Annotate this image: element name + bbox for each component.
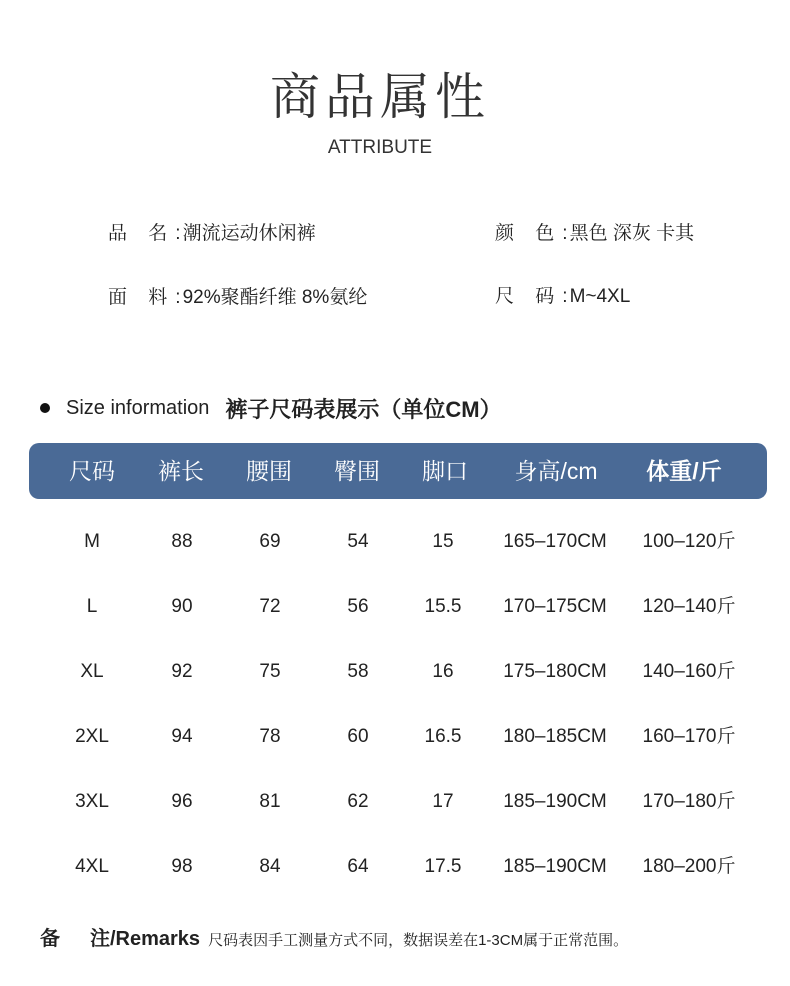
table-cell: 160–170斤 (642, 726, 736, 747)
header-cell-waist: 腰围 (246, 458, 292, 484)
table-cell: 15.5 (424, 596, 462, 617)
table-cell: 17 (432, 791, 454, 812)
table-cell: 16.5 (424, 726, 462, 747)
header-cell-length: 裤长 (158, 458, 204, 484)
remarks-label-b: 注/Remarks (90, 928, 201, 950)
attribute-value: 92%聚酯纤维 8%氨纶 (182, 287, 368, 308)
attribute-separator: : (175, 223, 181, 244)
table-cell: 54 (347, 531, 369, 552)
size-table-header (29, 443, 767, 499)
table-cell: 81 (259, 791, 281, 812)
size-section-heading (40, 392, 502, 424)
bullet-icon (40, 403, 50, 413)
table-cell: 4XL (75, 856, 109, 877)
table-cell: 17.5 (424, 856, 462, 877)
table-cell: 72 (259, 596, 281, 617)
table-cell: M (84, 531, 100, 552)
table-cell: 140–160斤 (642, 661, 736, 682)
table-cell: 175–180CM (503, 661, 607, 682)
table-cell: 15 (432, 531, 454, 552)
table-cell: 75 (259, 661, 281, 682)
attribute-separator: : (562, 223, 568, 244)
table-row (0, 722, 790, 752)
table-cell: XL (80, 661, 104, 682)
header-cell-hem: 脚口 (422, 458, 468, 484)
table-cell: 78 (259, 726, 281, 747)
attribute-material (108, 286, 367, 310)
attribute-key: 尺 码 (495, 286, 563, 307)
table-cell: 84 (259, 856, 281, 877)
remarks (40, 922, 628, 951)
page-title: 商品属性 (270, 69, 490, 125)
attribute-key: 品 名 (108, 223, 176, 244)
table-row (0, 852, 790, 882)
table-cell: 185–190CM (503, 856, 607, 877)
attribute-key: 面 料 (108, 287, 176, 308)
attribute-separator: : (562, 286, 568, 307)
table-row (0, 592, 790, 622)
table-row (0, 657, 790, 687)
attribute-separator: : (175, 287, 181, 308)
table-cell: 185–190CM (503, 791, 607, 812)
attribute-key: 颜 色 (495, 223, 563, 244)
table-cell: 88 (171, 531, 193, 552)
table-cell: 62 (347, 791, 369, 812)
table-cell: 98 (171, 856, 193, 877)
table-cell: 90 (171, 596, 193, 617)
header-cell-hip: 臀围 (334, 458, 380, 484)
table-row (0, 787, 790, 817)
table-cell: 92 (171, 661, 193, 682)
header-cell-weight: 体重/斤 (646, 458, 722, 484)
attribute-value: 潮流运动休闲裤 (182, 223, 316, 244)
table-cell: 180–200斤 (642, 856, 736, 877)
table-cell: 3XL (75, 791, 109, 812)
table-cell: L (86, 596, 98, 617)
remarks-label-a: 备 (40, 928, 60, 950)
table-cell: 96 (171, 791, 193, 812)
attribute-size (495, 285, 630, 309)
table-cell: 180–185CM (503, 726, 607, 747)
table-cell: 170–180斤 (642, 791, 736, 812)
table-row (0, 527, 790, 557)
page-subtitle: ATTRIBUTE (327, 137, 433, 158)
remarks-text: 尺码表因手工测量方式不同，数据误差在1-3CM属于正常范围。 (208, 932, 629, 949)
table-cell: 165–170CM (503, 531, 607, 552)
table-cell: 56 (347, 596, 369, 617)
table-cell: 94 (171, 726, 193, 747)
table-cell: 120–140斤 (642, 596, 736, 617)
table-cell: 64 (347, 856, 369, 877)
table-cell: 60 (347, 726, 369, 747)
attribute-value: 黑色 深灰 卡其 (569, 223, 695, 244)
attribute-product-name (108, 222, 316, 246)
attribute-value: M~4XL (569, 286, 631, 307)
size-section-label-en: Size information (66, 396, 210, 419)
header-cell-size: 尺码 (69, 458, 115, 484)
size-section-label-zh: 裤子尺码表展示（单位CM） (225, 396, 502, 422)
table-cell: 170–175CM (503, 596, 607, 617)
table-cell: 16 (432, 661, 454, 682)
header-cell-height: 身高/cm (514, 458, 598, 484)
table-cell: 58 (347, 661, 369, 682)
table-cell: 69 (259, 531, 281, 552)
attribute-color (495, 222, 694, 246)
table-cell: 100–120斤 (642, 531, 736, 552)
table-cell: 2XL (75, 726, 109, 747)
